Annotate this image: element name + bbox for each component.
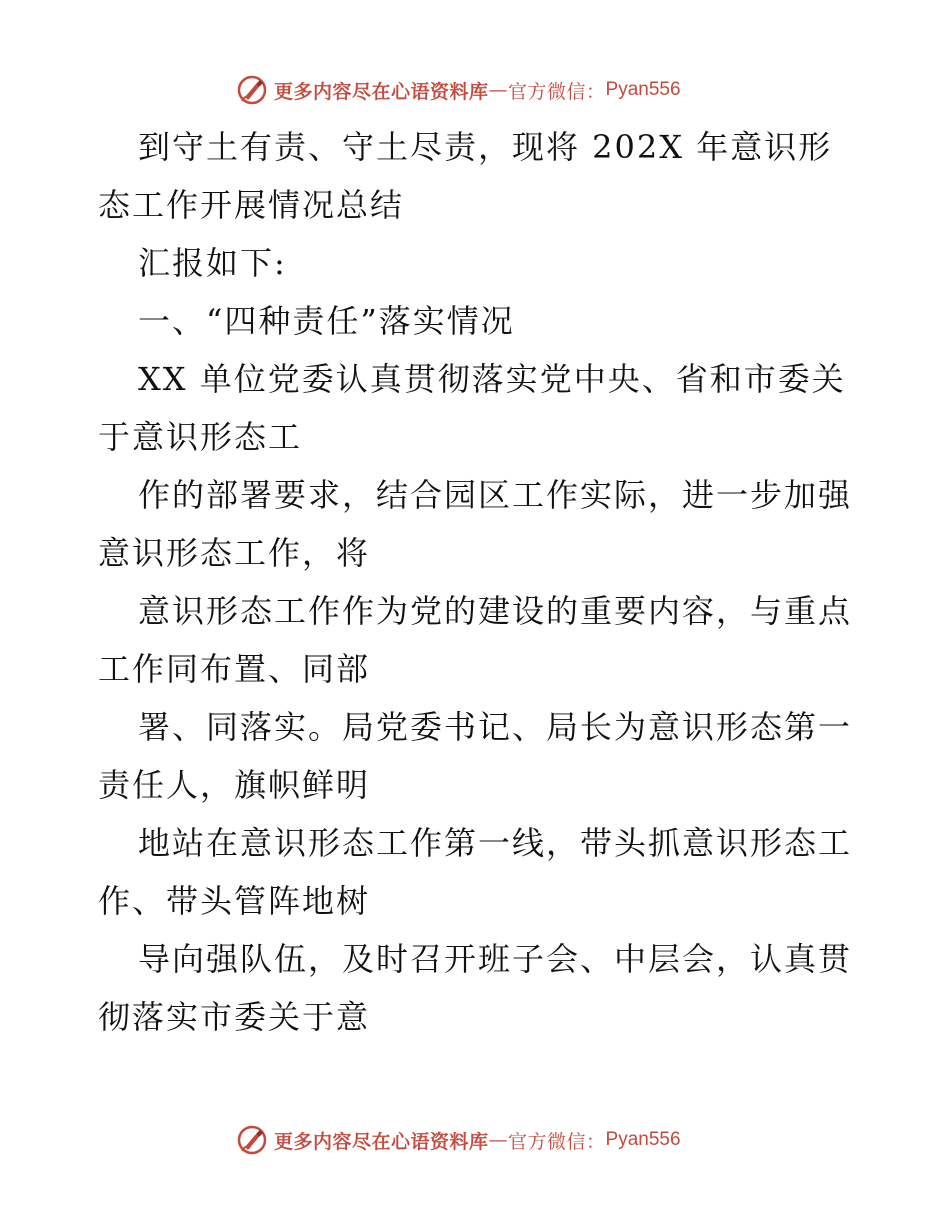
header-banner-contact: 官方微信： [508,80,606,103]
paragraph: 到守土有责、守土尽责，现将 202X 年意识形态工作开展情况总结 [98,128,833,224]
paragraph: 作的部署要求，结合园区工作实际，进一步加强意识形态工作，将 [98,476,853,572]
footer-banner[interactable] [236,1122,716,1158]
paragraph: 署、同落实。局党委书记、局长为意识形态第一责任人，旗帜鲜明 [98,708,853,804]
footer-banner-contact: 官方微信： [508,1130,606,1153]
header-banner-text: 更多内容尽在心语资料库 [274,80,489,103]
paragraph: 汇报如下: [138,244,287,282]
pen-logo-icon [236,1124,268,1156]
header-banner-id: Pyan556 [605,79,681,100]
paragraph: XX 单位党委认真贯彻落实党中央、省和市委关于意识形态工 [98,360,846,456]
paragraph: 导向强队伍，及时召开班子会、中层会，认真贯彻落实市委关于意 [98,940,853,1036]
footer-banner-id: Pyan556 [605,1129,681,1150]
section-heading: 一、“四种责任”落实情况 [138,302,515,340]
header-banner-separator: — [488,79,509,101]
paragraph: 意识形态工作作为党的建设的重要内容，与重点工作同布置、同部 [98,592,853,688]
document-body [98,118,858,1046]
header-banner[interactable] [236,72,716,108]
paragraph: 地站在意识形态工作第一线，带头抓意识形态工作、带头管阵地树 [98,824,853,920]
pen-logo-icon [236,74,268,106]
footer-banner-separator: — [488,1129,509,1151]
footer-banner-text: 更多内容尽在心语资料库 [274,1130,489,1153]
